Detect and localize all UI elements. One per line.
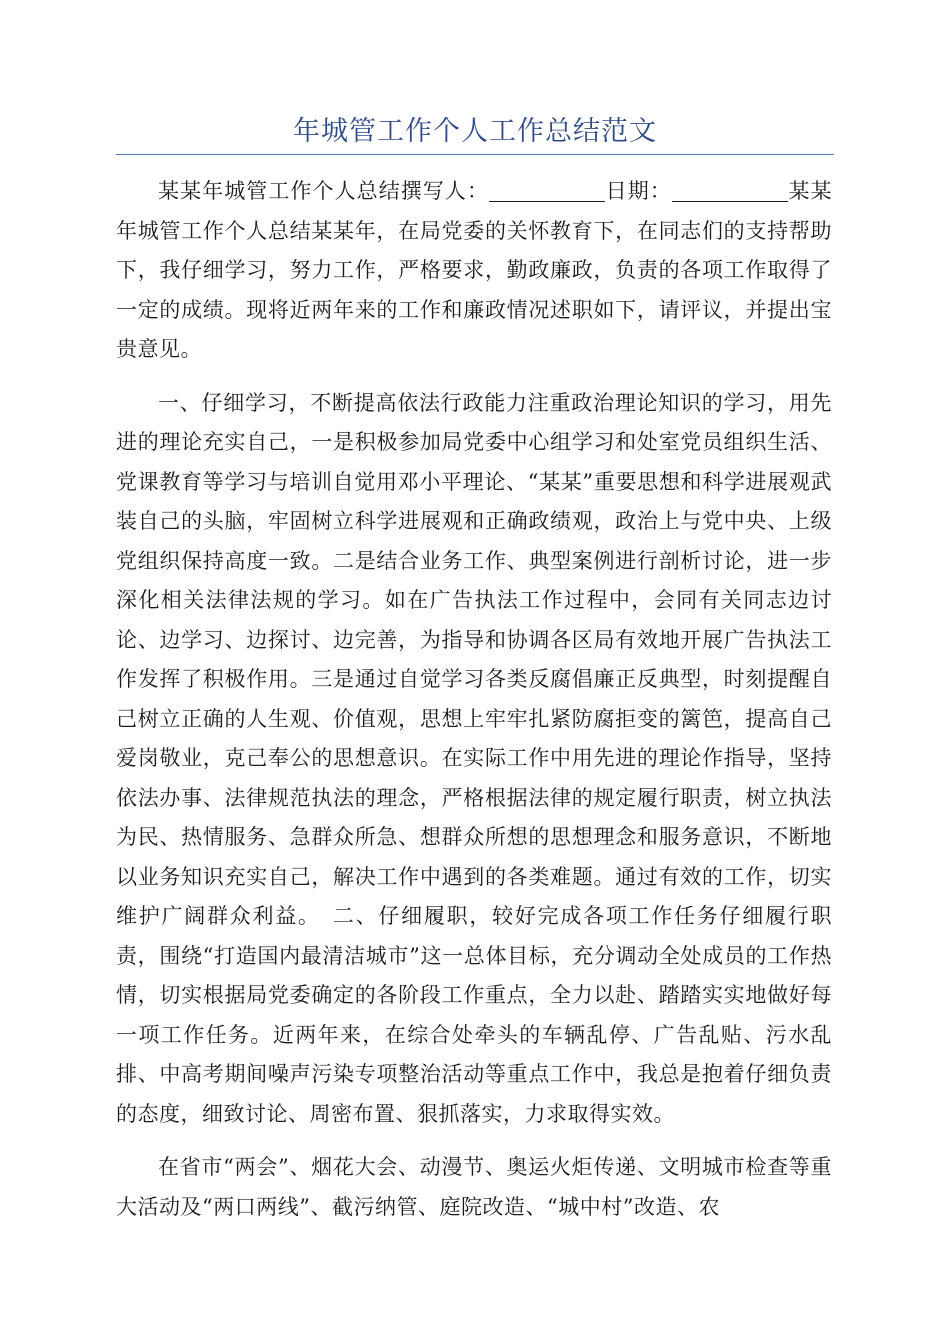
date-blank xyxy=(672,179,788,202)
document-title: 年城管工作个人工作总结范文 xyxy=(293,116,657,147)
author-blank xyxy=(489,179,605,202)
author-label: 某某年城管工作个人总结撰写人： xyxy=(158,179,490,203)
date-label: 日期： xyxy=(605,179,672,203)
document-body xyxy=(116,172,832,1241)
intro-text: 某某年城管工作个人总结某某年，在局党委的关怀教育下，在同志们的支持帮助下，我仔细学习，努力工作，严格要求，勤政廉政，负责的各项工作取得了一定的成绩。现将近两年来的工作和廉政情况述职如下，请评议，并提出宝贵意见。 xyxy=(116,179,833,361)
paragraph: 在省市“两会”、烟花大会、动漫节、奥运火炬传递、文明城市检查等重大活动及“两口两线”、截污纳管、庭院改造、“城中村”改造、农 xyxy=(116,1155,832,1219)
paragraph: 一、仔细学习，不断提高依法行政能力注重政治理论知识的学习，用先进的理论充实自己，一是积极参加局党委中心组学习和处室党员组织生活、党课教育等学习与培训自觉用邓小平理论、“某某”重要思想和科学进展观武装自己的头脑，牢固树立科学进展观和正确政绩观，政治上与党中央、上级党组织保持高度一致。二是结合业务工作、典型案例进行剖析讨论，进一步深化相关法律法规的学习。如在广告执法工作过程中，会同有关同志边讨论、边学习、边探讨、边完善，为指导和协调各区局有效地开展广告执法工作发挥了积极作用。三是通过自觉学习各类反腐倡廉正反典型，时刻提醒自己树立正确的人生观、价值观，思想上牢牢扎紧防腐拒变的篱笆，提高自己爱岗敬业，克己奉公的思想意识。在实际工作中用先进的理论作指导，坚持依法办事、法律规范执法的理念，严格根据法律的规定履行职责，树立执法为民、热情服务、急群众所急、想群众所想的思想理念和服务意识，不断地以业务知识充实自己，解决工作中遇到的各类难题。通过有效的工作，切实维护广阔群众利益。 二、仔细履职，较好完成各项工作任务仔细履行职责，围绕“打造国内最清洁城市”这一总体目标，充分调动全处成员的工作热情，切实根据局党委确定的各阶段工作重点，全力以赴、踏踏实实地做好每一项工作任务。近两年来，在综合处牵头的车辆乱停、广告乱贴、污水乱排、中高考期间噪声污染专项整治活动等重点工作中，我总是抱着仔细负责的态度，细致讨论、周密布置、狠抓落实，力求取得实效。 xyxy=(116,390,832,1126)
intro-paragraph xyxy=(116,172,832,370)
title-underline xyxy=(116,154,834,155)
